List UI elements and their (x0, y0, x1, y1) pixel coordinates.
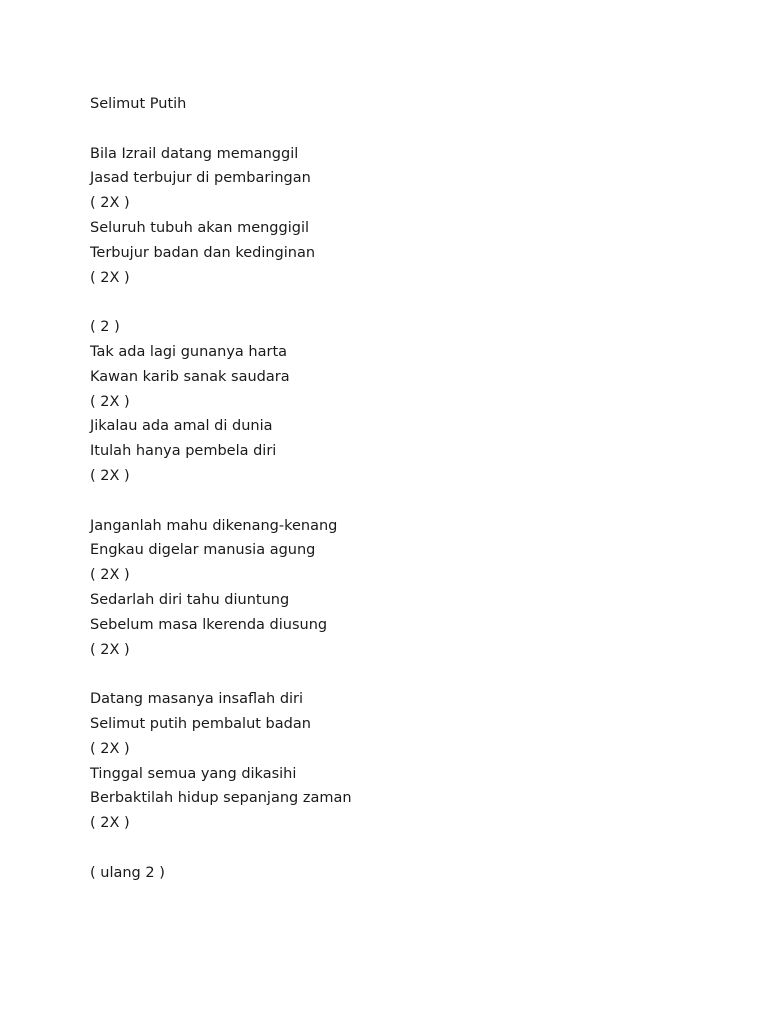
verse-1-line-2: Jasad terbujur di pembaringan (90, 170, 311, 187)
blank-line (90, 836, 690, 861)
verse-4-line-2: Selimut putih pembalut badan (90, 715, 311, 732)
verse-4-line-5: Berbaktilah hidup sepanjang zaman (90, 790, 352, 807)
verse-3-line-2: Engkau digelar manusia agung (90, 542, 316, 559)
verse-4-line-4: Tinggal semua yang dikasihi (90, 765, 297, 782)
verse-2-line-6: Itulah hanya pembela diri (90, 443, 277, 460)
blank-line (90, 117, 690, 142)
verse-2-line-3: Kawan karib sanak saudara (90, 368, 290, 385)
verse-1-line-3: ( 2X ) (90, 195, 130, 212)
verse-4-line-1: Datang masanya insaflah diri (90, 691, 304, 708)
verse-4-line-6: ( 2X ) (90, 815, 130, 832)
verse-2-line-7: ( 2X ) (90, 467, 130, 484)
verse-3-line-1: Janganlah mahu dikenang-kenang (90, 517, 338, 534)
verse-3-line-4: Sedarlah diri tahu diuntung (90, 591, 290, 608)
verse-2-line-4: ( 2X ) (90, 393, 130, 410)
verse-3-line-5: Sebelum masa lkerenda diusung (90, 616, 328, 633)
verse-1-line-6: ( 2X ) (90, 269, 130, 286)
verse-1-line-1: Bila Izrail datang memanggil (90, 145, 299, 162)
verse-1-line-5: Terbujur badan dan kedinginan (90, 244, 316, 261)
verse-3-line-3: ( 2X ) (90, 567, 130, 584)
blank-line (90, 489, 690, 514)
closing-line: ( ulang 2 ) (90, 864, 165, 881)
blank-line (90, 662, 690, 687)
lyrics-text (90, 92, 690, 886)
verse-4-line-3: ( 2X ) (90, 740, 130, 757)
song-title: Selimut Putih (90, 96, 187, 112)
verse-2-line-2: Tak ada lagi gunanya harta (90, 343, 288, 360)
verse-1-line-4: Seluruh tubuh akan menggigil (90, 219, 310, 236)
verse-3-line-6: ( 2X ) (90, 641, 130, 658)
blank-line (90, 290, 690, 315)
verse-2-line-1: ( 2 ) (90, 319, 120, 336)
verse-2-line-5: Jikalau ada amal di dunia (90, 418, 273, 435)
